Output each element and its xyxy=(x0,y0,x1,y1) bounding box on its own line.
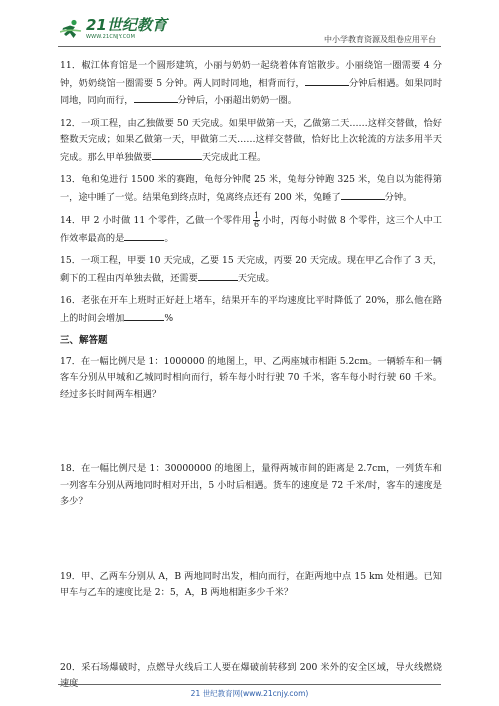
question-16-blank xyxy=(124,310,164,321)
section-heading: 三、解答题 xyxy=(60,335,108,346)
question-14-text-1: 14．甲 2 小时做 11 个零件，乙做一个零件用 xyxy=(60,215,251,226)
question-13-text-2: 分钟。 xyxy=(384,191,413,203)
page-header xyxy=(0,0,499,46)
question-13 xyxy=(60,172,442,206)
question-17: 17．在一幅比例尺是 1：1000000 的地图上，甲、乙两座城市相距 5.2cm。一辆轿车和一辆客车分别从甲城和乙城同时相向而行，轿车每小时行驶 70 千米，客车每小时行驶 60 千米。经过多长时间两车相遇？ xyxy=(60,355,442,400)
platform-name: 中小学教育资源及组卷应用平台 xyxy=(324,35,436,44)
question-16 xyxy=(60,293,442,327)
question-12 xyxy=(60,116,442,167)
footer-link[interactable]: 21 世纪教育网(www.21cnjy.com) xyxy=(190,689,309,698)
question-16-text-2: % xyxy=(164,312,174,324)
question-14-text-2: 小时，丙每小时做 8 个零件，这三个人中工作效率最高的是 xyxy=(60,215,442,244)
question-19: 19．甲、乙两车分别从 A，B 两地同时出发，相向而行，在距两地中点 15 km 处相遇。已知甲车与乙车的速度比是 2：5，A，B 两地相距多少千米？ xyxy=(60,570,442,598)
question-18: 18．在一幅比例尺是 1：30000000 的地图上，量得两城市间的距离是 2.7cm，一列货车和一列客车分别从两地同时相对开出，5 小时后相遇。货车的速度是 72 千米/时，客车的速度是多少？ xyxy=(60,463,442,507)
question-14-blank xyxy=(124,230,164,241)
logo-title: 21世纪教育 xyxy=(86,16,167,34)
question-12-text-2: 天完成此工程。 xyxy=(201,151,267,163)
question-list xyxy=(60,58,442,699)
question-13-blank xyxy=(341,189,385,200)
question-15-blank xyxy=(198,270,238,281)
question-15-text-2: 天完成。 xyxy=(237,272,275,284)
site-logo[interactable] xyxy=(60,18,167,40)
fraction-denominator: 6 xyxy=(253,220,260,229)
question-11-text-2: 分钟后相遇。如果同时同地，同向而行， xyxy=(60,77,443,106)
question-15 xyxy=(60,253,442,287)
question-11-text-1: 11．椒江体育馆是一个圆形建筑，小丽与奶奶一起绕着体育馆散步。小丽绕馆一圈需要 4 分钟，奶奶绕馆一圈需要 5 分钟。两人同时同地，相背而行， xyxy=(60,60,442,89)
question-13-text-1: 13．龟和兔进行 1500 米的赛跑，龟每分钟爬 25 米，兔每分钟跑 325 米，兔自以为能得第一，途中睡了一觉。结果龟到终点时，兔离终点还有 200 米，兔睡了 xyxy=(60,174,442,203)
question-14-fraction xyxy=(253,212,260,229)
header-divider xyxy=(58,46,441,47)
question-12-blank xyxy=(152,149,202,160)
footer-divider xyxy=(58,684,441,685)
question-11-text-3: 分钟后，小丽超出奶奶一圈。 xyxy=(177,95,297,106)
logo-subtitle: WWW.21CNJY.COM xyxy=(86,34,136,40)
question-11-blank-1 xyxy=(305,75,349,86)
question-11 xyxy=(60,58,442,110)
runner-logo-icon xyxy=(60,19,82,39)
question-11-blank-2 xyxy=(134,92,178,103)
question-14 xyxy=(60,212,442,247)
question-16-text-1: 16．老张在开车上班时正好赶上堵车，结果开车的平均速度比平时降低了 20%，那么他在路上的时间会增加 xyxy=(60,295,442,324)
fraction-numerator: 1 xyxy=(253,211,260,220)
question-15-text-1: 15．一项工程，甲要 10 天完成，乙要 15 天完成，丙要 20 天完成。现在甲乙合作了 3 天，剩下的工程由丙单独去做，还需要 xyxy=(60,255,442,284)
question-12-text-1: 12．一项工程，由乙独做要 50 天完成。如果甲做第一天，乙做第二天……这样交替做，恰好整数天完成；如果乙做第一天，甲做第二天……这样交替做，恰好比上次轮流的方法多用半天完成。那么甲单独做要 xyxy=(60,117,442,163)
question-14-text-3: 。 xyxy=(164,232,174,244)
question-20: 20．采石场爆破时，点燃导火线后工人要在爆破前转移到 200 米外的安全区域，导火线燃烧速度 xyxy=(60,661,442,689)
